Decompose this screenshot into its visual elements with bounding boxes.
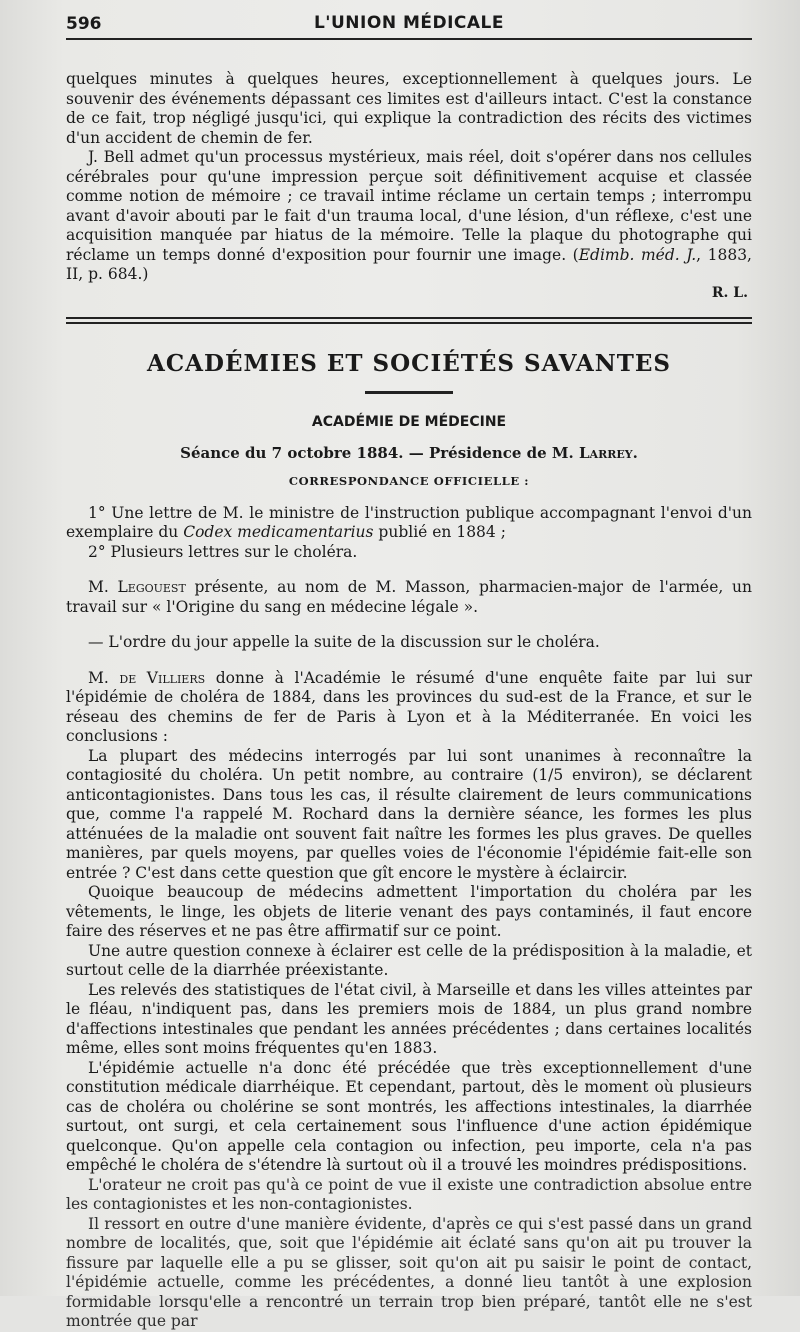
- author-signature: R. L.: [711, 284, 748, 301]
- president-name: Larrey.: [579, 443, 638, 462]
- subsection-title: ACADÉMIE DE MÉDECINE: [311, 413, 507, 430]
- session-text: Séance du 7 octobre 1884. — Présidence de M.: [180, 443, 574, 462]
- paragraph: L'orateur ne croit pas qu'à ce point de vue il existe une contradiction absolue entre les contagionistes et les non-contagionistes.: [66, 1175, 752, 1213]
- section-title: ACADÉMIES ET SOCIÉTÉS SAVANTES: [147, 349, 671, 377]
- speaker-name: M. de Villiers: [88, 668, 206, 687]
- paragraph: L'épidémie actuelle n'a donc été précédée que très exceptionnellement d'une constitution médicale diarrhéique. Et cependant, partout, dès le moment où plusieurs cas de choléra ou cholérine se sont montrés, les affections intestinales, la diarrhée surtout, ont surgi, et cela certainement sous l'influence d'une action épidémique quelconque. Qu'on appelle cela contagion ou infection, peu importe, cela n'a pas empêché le choléra de s'étendre là surtout où il a trouvé les moindres prédispositions.: [66, 1058, 752, 1174]
- citation-ref: , 1883, II, p. 684.): [66, 245, 752, 283]
- running-title: L'UNION MÉDICALE: [313, 13, 505, 33]
- section-divider: [66, 317, 752, 324]
- citation-journal: Edimb. méd. J.: [578, 245, 697, 264]
- paragraph-ordre: — L'ordre du jour appelle la suite de la discussion sur le choléra.: [88, 633, 600, 651]
- item1-end: publié en 1884 ;: [373, 523, 506, 541]
- correspondance-heading: CORRESPONDANCE OFFICIELLE :: [288, 473, 530, 488]
- paragraph-villiers: [66, 669, 752, 747]
- list-item: [66, 504, 752, 543]
- paragraph-bell: [66, 148, 752, 285]
- paragraph-bell-text: J. Bell admet qu'un processus mystérieux, mais réel, doit s'opérer dans nos cellules cérébrales pour qu'une impression perçue soit définitivement acquise et classée comme notion de mémoire ; ce travail intime réclame un certain temps ; interrompu avant d'avoir abouti par le fait d'un trauma local, d'une lésion, d'un réflexe, c'est une acquisition manquée par hiatus de la mémoire. Telle la plaque du photographe qui réclame un temps donné d'exposition pour fournir une image. (: [66, 148, 752, 264]
- list-item: 2° Plusieurs lettres sur le choléra.: [88, 542, 358, 561]
- session-line: [66, 444, 752, 462]
- page-header: [66, 8, 752, 40]
- previous-article-end: [66, 70, 752, 301]
- paragraph-continuation: quelques minutes à quelques heures, exceptionnellement à quelques jours. Le souvenir des événements dépassant ces limites est d'ailleurs intact. C'est la constance de ce fait, trop négligé jusqu'ici, qui explique la contradiction des récits des victimes d'un accident de chemin de fer.: [66, 70, 752, 147]
- paragraph-text: présente, au nom de M. Masson, pharmacien-major de l'armée, un travail sur « l'Origine du sang en médecine légale ».: [66, 578, 752, 616]
- paragraph: Les relevés des statistiques de l'état civil, à Marseille et dans les villes atteintes par le fléau, n'indiquent pas, dans les premiers mois de 1884, un plus grand nombre d'affections intestinales que pendant les années précédentes ; dans certaines localités même, elles sont moins fréquentes qu'en 1883.: [66, 980, 752, 1057]
- correspondance-items: [66, 504, 752, 563]
- paragraph: Il ressort en outre d'une manière évidente, d'après ce qui s'est passé dans un grand nombre de localités, que, soit que l'épidémie ait éclaté sans qu'on ait pu trouver la fissure par laquelle elle a pu se glisser, soit qu'on ait pu saisir le point de contact, l'épidémie actuelle, comme les précédentes, a donné lieu tantôt à une explosion formidable lorsqu'elle a rencontré un terrain trop bien préparé, tantôt elle ne s'est montrée que par: [66, 1214, 752, 1330]
- page-number: 596: [66, 14, 102, 34]
- paragraph: Une autre question connexe à éclairer est celle de la prédisposition à la maladie, et surtout celle de la diarrhée préexistante.: [66, 941, 752, 979]
- paragraph: Quoique beaucoup de médecins admettent l'importation du choléra par les vêtements, le linge, les objets de literie venant des pays contaminés, il faut encore faire des réserves et ne pas être affirmatif sur ce point.: [66, 883, 752, 940]
- paragraph-legouest: [66, 578, 752, 617]
- paragraph-text: donne à l'Académie le résumé d'une enquête faite par lui sur l'épidémie de choléra de 1884, dans les provinces du sud-est de la France, et sur le réseau des chemins de fer de Paris à Lyon et à la Méditerranée. En voici les conclusions :: [66, 668, 752, 745]
- speaker-name: M. Legouest: [88, 578, 186, 596]
- codex-title: Codex medicamentarius: [183, 523, 374, 541]
- title-underline: [365, 391, 453, 394]
- paragraph: La plupart des médecins interrogés par lui sont unanimes à reconnaître la contagiosité du choléra. Un petit nombre, au contraire (1/5 environ), se déclarent anticontagionistes. Dans tous les cas, il résulte clairement de leurs communications que, comme l'a rappelé M. Rochard dans la dernière séance, les formes les plus atténuées de la maladie ont souvent fait naître les formes les plus graves. De quelles manières, par quels moyens, par quelles voies de l'économie l'épidémie fait-elle son entrée ? C'est dans cette question que gît encore le mystère à éclaircir.: [66, 746, 752, 882]
- item1-text: 1° Une lettre de M. le ministre de l'instruction publique accompagnant l'envoi d'un exemplaire du: [66, 503, 752, 541]
